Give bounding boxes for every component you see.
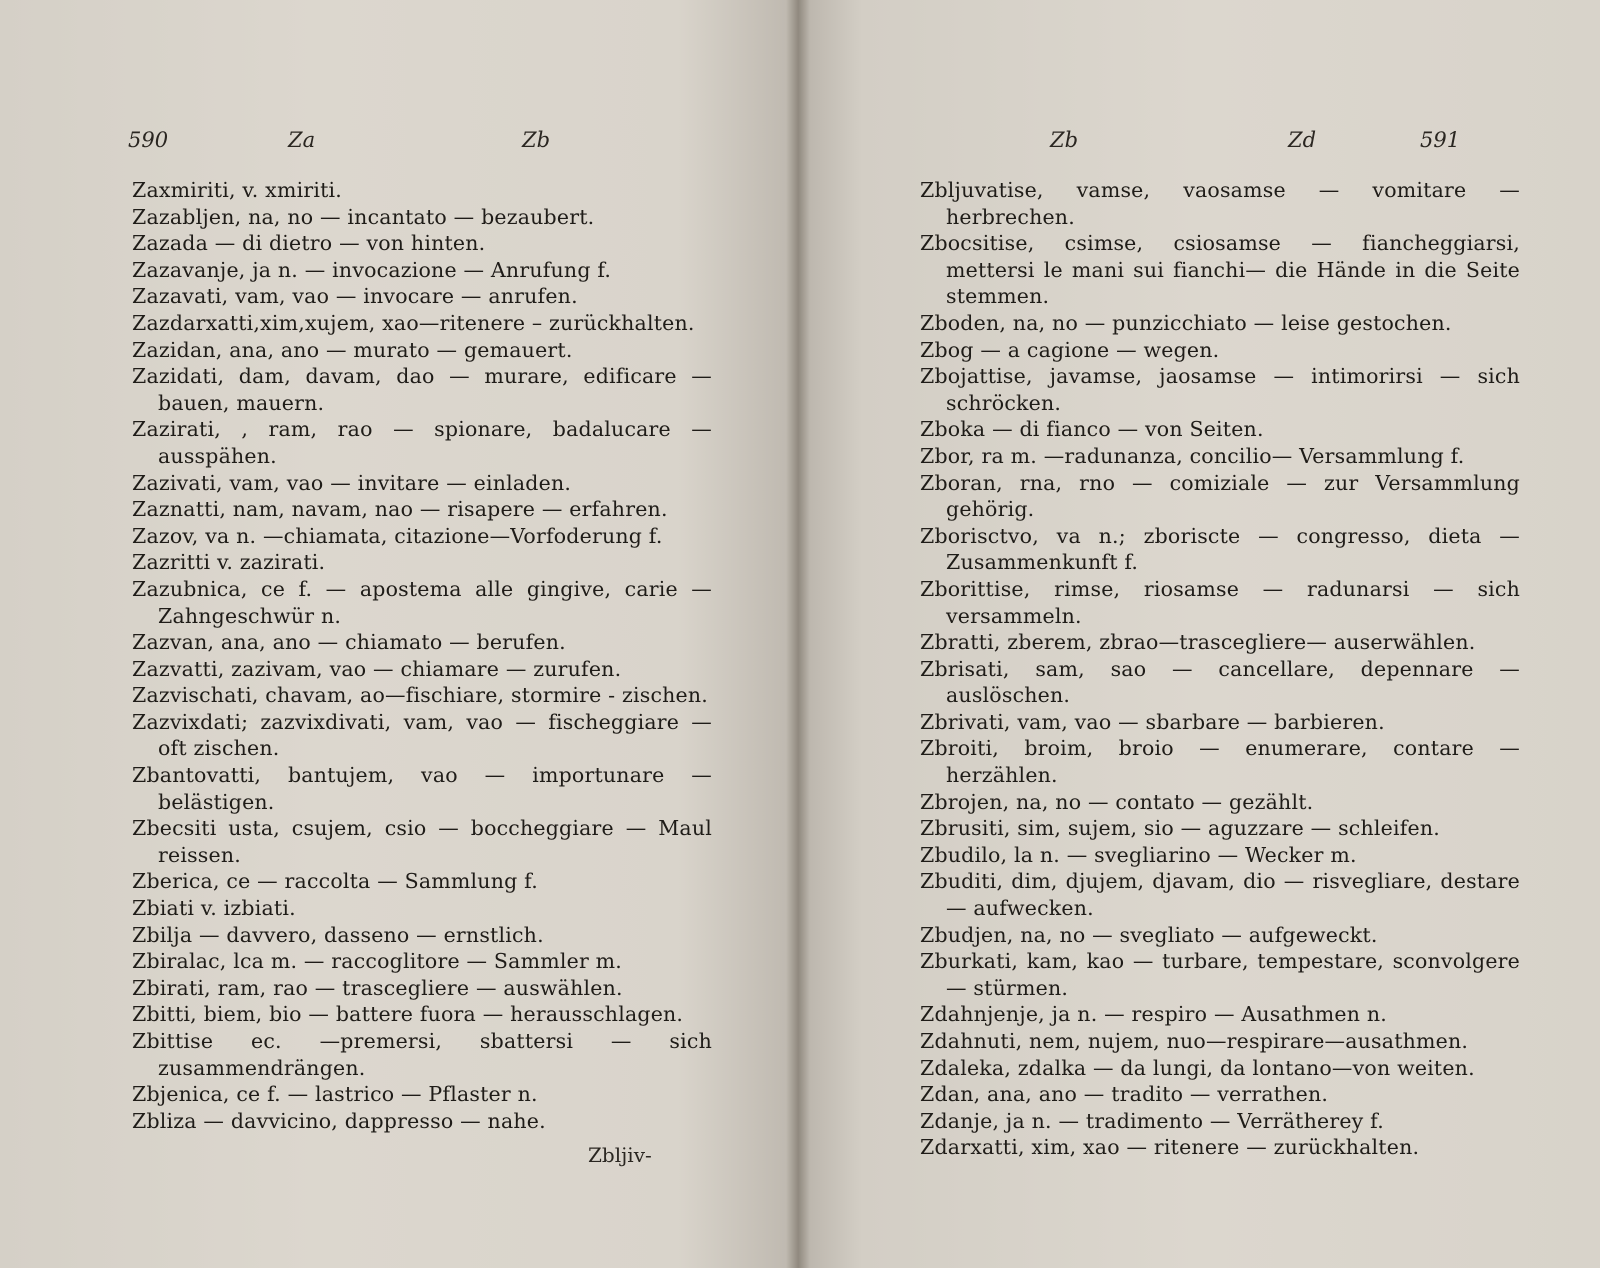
dictionary-entry: Zdan, ana, ano — tradito — verrathen. xyxy=(920,1082,1329,1107)
dictionary-entry: Zbirati, ram, rao — trascegliere — auswählen. xyxy=(132,975,623,1000)
left-entries-list xyxy=(132,177,712,1134)
dictionary-entry: Zbog — a cagione — wegen. xyxy=(920,337,1220,362)
page-number-left: 590 xyxy=(128,128,169,152)
dictionary-entry: Zbroiti, broim, broio — enumerare, contare — herzählen. xyxy=(920,736,1520,788)
left-page xyxy=(0,0,798,1268)
dictionary-entry: Zbudilo, la n. — svegliarino — Wecker m. xyxy=(920,842,1357,867)
dictionary-entry: Zbrojen, na, no — contato — gezählt. xyxy=(920,789,1314,814)
dictionary-entry: Zdahnjenje, ja n. — respiro — Ausathmen n. xyxy=(920,1002,1387,1027)
dictionary-entry: Zdahnuti, nem, nujem, nuo—respirare—ausathmen. xyxy=(920,1029,1469,1053)
dictionary-entry: Zbor, ra m. —radunanza, concilio— Versammlung f. xyxy=(920,443,1465,468)
dictionary-entry: Zdaleka, zdalka — da lungi, da lontano—von weiten. xyxy=(920,1055,1475,1080)
dictionary-entry: Zdarxatti, xim, xao — ritenere — zurückhalten. xyxy=(920,1135,1420,1160)
dictionary-entry: Zazabljen, na, no — incantato — bezaubert. xyxy=(132,204,595,229)
dictionary-entry: Zbittise ec. —premersi, sbattersi — sich zusammendrängen. xyxy=(132,1029,712,1080)
dictionary-entry: Zbudjen, na, no — svegliato — aufgeweckt. xyxy=(920,922,1378,947)
dictionary-entry: Zbrusiti, sim, sujem, sio — aguzzare — schleifen. xyxy=(920,816,1440,841)
dictionary-entry: Zaxmiriti, v. xmiriti. xyxy=(132,178,343,202)
dictionary-entry: Zboden, na, no — punzicchiato — leise gestochen. xyxy=(920,310,1452,335)
dictionary-entry: Zazdarxatti,xim,xujem, xao—ritenere – zurückhalten. xyxy=(132,310,695,335)
dictionary-entry: Zborisctvo, va n.; zboriscte — congresso, dieta — Zusammenkunft f. xyxy=(920,523,1520,575)
dictionary-entry: Zburkati, kam, kao — turbare, tempestare, sconvolgere — stürmen. xyxy=(920,949,1520,1000)
dictionary-entry: Zbecsiti usta, csujem, csio — boccheggiare — Maul reissen. xyxy=(132,816,712,867)
dictionary-entry: Zbjenica, ce f. — lastrico — Pflaster n. xyxy=(132,1082,538,1107)
dictionary-entry: Zbocsitise, csimse, csiosamse — fiancheggiarsi, mettersi le mani sui fianchi— die Hände in die Seite stemmen. xyxy=(920,231,1520,309)
catchword: Zbljiv- xyxy=(588,1143,652,1167)
dictionary-entry: Zazvischati, chavam, ao—fischiare, stormire - zischen. xyxy=(132,683,708,708)
dictionary-entry: Zbilja — davvero, dasseno — ernstlich. xyxy=(132,922,544,947)
dictionary-entry: Zbojattise, javamse, jaosamse — intimorirsi — sich schröcken. xyxy=(920,364,1520,415)
dictionary-entry: Zbiralac, lca m. — raccoglitore — Sammler m. xyxy=(132,949,623,974)
dictionary-entry: Zazubnica, ce f. — apostema alle gingive, carie — Zahngeschwür n. xyxy=(132,576,712,628)
dictionary-entry: Zazirati, , ram, rao — spionare, badalucare — ausspähen. xyxy=(132,417,712,468)
dictionary-entry: Zbantovatti, bantujem, vao — importunare — belästigen. xyxy=(132,763,712,814)
page-number-right: 591 xyxy=(1420,128,1461,152)
dictionary-entry: Zazvatti, zazivam, vao — chiamare — zurufen. xyxy=(132,656,622,681)
dictionary-entry: Zazivati, vam, vao — invitare — einladen. xyxy=(132,470,572,495)
dictionary-entry: Zboka — di fianco — von Seiten. xyxy=(920,417,1264,442)
dictionary-entry: Zbitti, biem, bio — battere fuora — herausschlagen. xyxy=(132,1002,684,1027)
dictionary-entry: Zazada — di dietro — von hinten. xyxy=(132,231,486,256)
dictionary-entry: Zazvixdati; zazvixdivati, vam, vao — fischeggiare — oft zischen. xyxy=(132,709,712,761)
dictionary-entry: Zbliza — davvicino, dappresso — nahe. xyxy=(132,1108,546,1133)
dictionary-entry: Zazvan, ana, ano — chiamato — berufen. xyxy=(132,630,566,655)
running-header-right: Zd xyxy=(1288,128,1317,152)
running-header-left: Za xyxy=(288,128,316,152)
dictionary-entry: Zazritti v. zazirati. xyxy=(132,550,326,575)
dictionary-entry: Zbrisati, sam, sao — cancellare, depennare — auslöschen. xyxy=(920,656,1520,708)
dictionary-entry: Zbratti, zberem, zbrao—trascegliere— auserwählen. xyxy=(920,630,1476,655)
dictionary-entry: Zboran, rna, rno — comiziale — zur Versammlung gehörig. xyxy=(920,470,1520,522)
dictionary-entry: Zaznatti, nam, navam, nao — risapere — erfahren. xyxy=(132,497,668,522)
dictionary-entry: Zbiati v. izbiati. xyxy=(132,896,296,921)
dictionary-entry: Zbuditi, dim, djujem, djavam, dio — risvegliare, destare — aufwecken. xyxy=(920,869,1520,921)
dictionary-entry: Zdanje, ja n. — tradimento — Verrätherey f. xyxy=(920,1108,1384,1133)
dictionary-entry: Zazidan, ana, ano — murato — gemauert. xyxy=(132,337,573,362)
dictionary-entry: Zazavati, vam, vao — invocare — anrufen. xyxy=(132,284,578,309)
running-header-right: Zb xyxy=(522,128,551,152)
dictionary-entry: Zbrivati, vam, vao — sbarbare — barbieren. xyxy=(920,709,1385,734)
dictionary-entry: Zazidati, dam, davam, dao — murare, edificare — bauen, mauern. xyxy=(132,364,712,415)
dictionary-entry: Zbljuvatise, vamse, vaosamse — vomitare — herbrechen. xyxy=(920,178,1520,229)
running-header-left: Zb xyxy=(1050,128,1079,152)
right-page xyxy=(798,0,1600,1268)
dictionary-entry: Zazov, va n. —chiamata, citazione—Vorfoderung f. xyxy=(132,523,663,548)
dictionary-entry: Zborittise, rimse, riosamse — radunarsi — sich versammeln. xyxy=(920,576,1520,628)
book-gutter xyxy=(786,0,810,1268)
right-entries-list xyxy=(920,177,1520,1161)
dictionary-entry: Zazavanje, ja n. — invocazione — Anrufung f. xyxy=(132,257,612,282)
dictionary-entry: Zberica, ce — raccolta — Sammlung f. xyxy=(132,869,538,894)
